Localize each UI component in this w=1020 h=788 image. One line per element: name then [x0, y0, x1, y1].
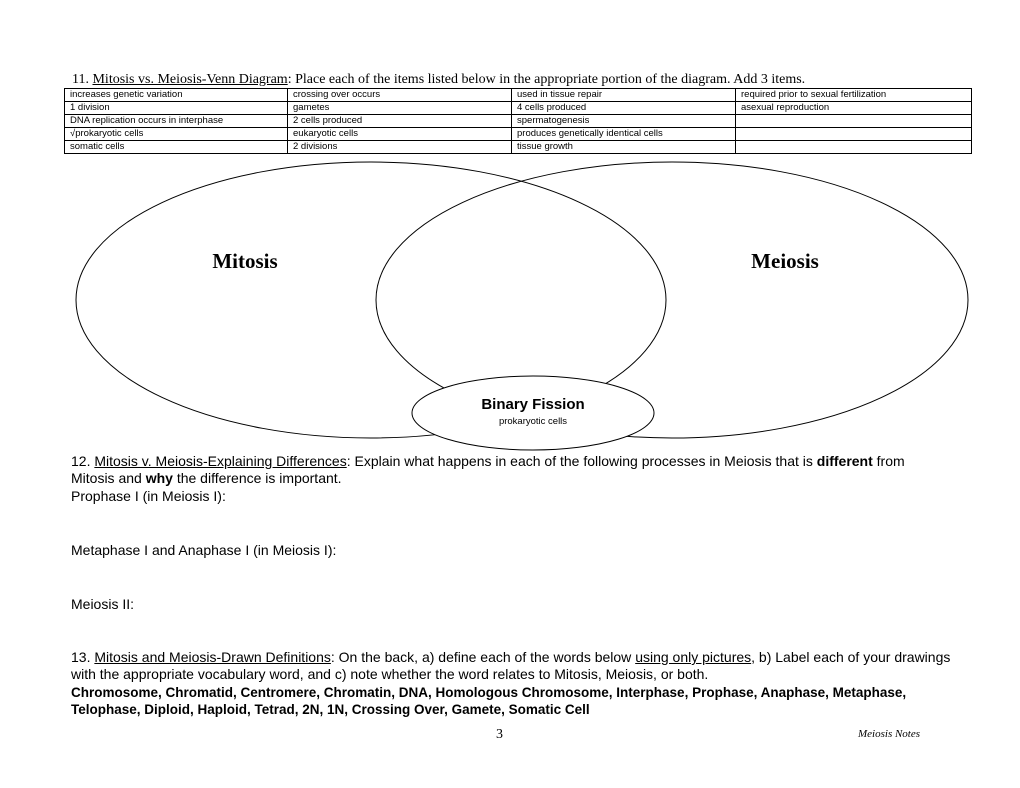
question-title: Mitosis v. Meiosis-Explaining Differences [94, 453, 347, 469]
table-row [65, 89, 972, 102]
table-cell: 4 cells produced [512, 102, 736, 115]
table-cell: eukaryotic cells [288, 128, 512, 141]
table-cell: somatic cells [65, 141, 288, 154]
table-cell [736, 115, 972, 128]
question-title: Mitosis vs. Meiosis-Venn Diagram [92, 72, 288, 87]
question-title: Mitosis and Meiosis-Drawn Definitions [94, 649, 331, 665]
table-cell: 2 divisions [288, 141, 512, 154]
question-11-heading [72, 72, 805, 88]
items-table [64, 88, 972, 154]
binary-fission-sublabel: prokaryotic cells [498, 416, 568, 427]
mitosis-label: Mitosis [212, 249, 278, 273]
table-row [65, 115, 972, 128]
table-row [65, 102, 972, 115]
table-cell: crossing over occurs [288, 89, 512, 102]
question-instructions: : Place each of the items listed below in the appropriate portion of the diagram. Add 3 items. [287, 72, 806, 87]
binary-fission-ellipse [412, 376, 654, 450]
question-text: : On the back, a) define each of the words below [330, 649, 636, 665]
table-row [65, 141, 972, 154]
table-row [65, 128, 972, 141]
table-cell: gametes [288, 102, 512, 115]
table-cell: increases genetic variation [65, 89, 288, 102]
table-cell: √prokaryotic cells [65, 128, 288, 141]
table-cell: 2 cells produced [288, 115, 512, 128]
prompt-metaphase-anaphase-i: Metaphase I and Anaphase I (in Meiosis I): [71, 542, 337, 558]
table-cell: used in tissue repair [512, 89, 736, 102]
prompt-prophase-i: Prophase I (in Meiosis I): [71, 488, 226, 504]
question-13-heading [71, 649, 951, 683]
question-number: 12. [71, 453, 95, 469]
footer-title: Meiosis Notes [858, 728, 921, 740]
prompt-meiosis-ii: Meiosis II: [71, 596, 135, 612]
table-cell: tissue growth [512, 141, 736, 154]
table-cell [736, 128, 972, 141]
table-cell: produces genetically identical cells [512, 128, 736, 141]
meiosis-label: Meiosis [751, 249, 819, 273]
table-cell: 1 division [65, 102, 288, 115]
question-text: : Explain what happens in each of the following processes in Meiosis that is [346, 453, 817, 469]
emphasis-different: different [816, 453, 873, 469]
question-text: from Mitosis and [71, 453, 905, 486]
emphasis-only-pictures: using only pictures [635, 649, 752, 665]
binary-fission-label: Binary Fission [481, 396, 585, 413]
table-cell: asexual reproduction [736, 102, 972, 115]
table-cell: required prior to sexual fertilization [736, 89, 972, 102]
page-number: 3 [496, 727, 503, 742]
question-text: , b) Label each of your drawings with the appropriate vocabulary word, and c) note whether the word relates to Mitosis, Meiosis, or both. [71, 649, 951, 682]
question-number: 13. [71, 649, 95, 665]
table-cell: DNA replication occurs in interphase [65, 115, 288, 128]
vocabulary-list: Chromosome, Chromatid, Centromere, Chromatin, DNA, Homologous Chromosome, Interphase, Prophase, Anaphase, Metaphase, Telophase, Diploid, Haploid, Tetrad, 2N, 1N, Crossing Over, Gamete, Somatic Cell [71, 685, 907, 717]
question-12-heading [71, 453, 951, 487]
question-text: the difference is important. [172, 470, 342, 486]
table-cell: spermatogenesis [512, 115, 736, 128]
emphasis-why: why [145, 470, 173, 486]
table-cell [736, 141, 972, 154]
question-number: 11. [72, 72, 93, 87]
